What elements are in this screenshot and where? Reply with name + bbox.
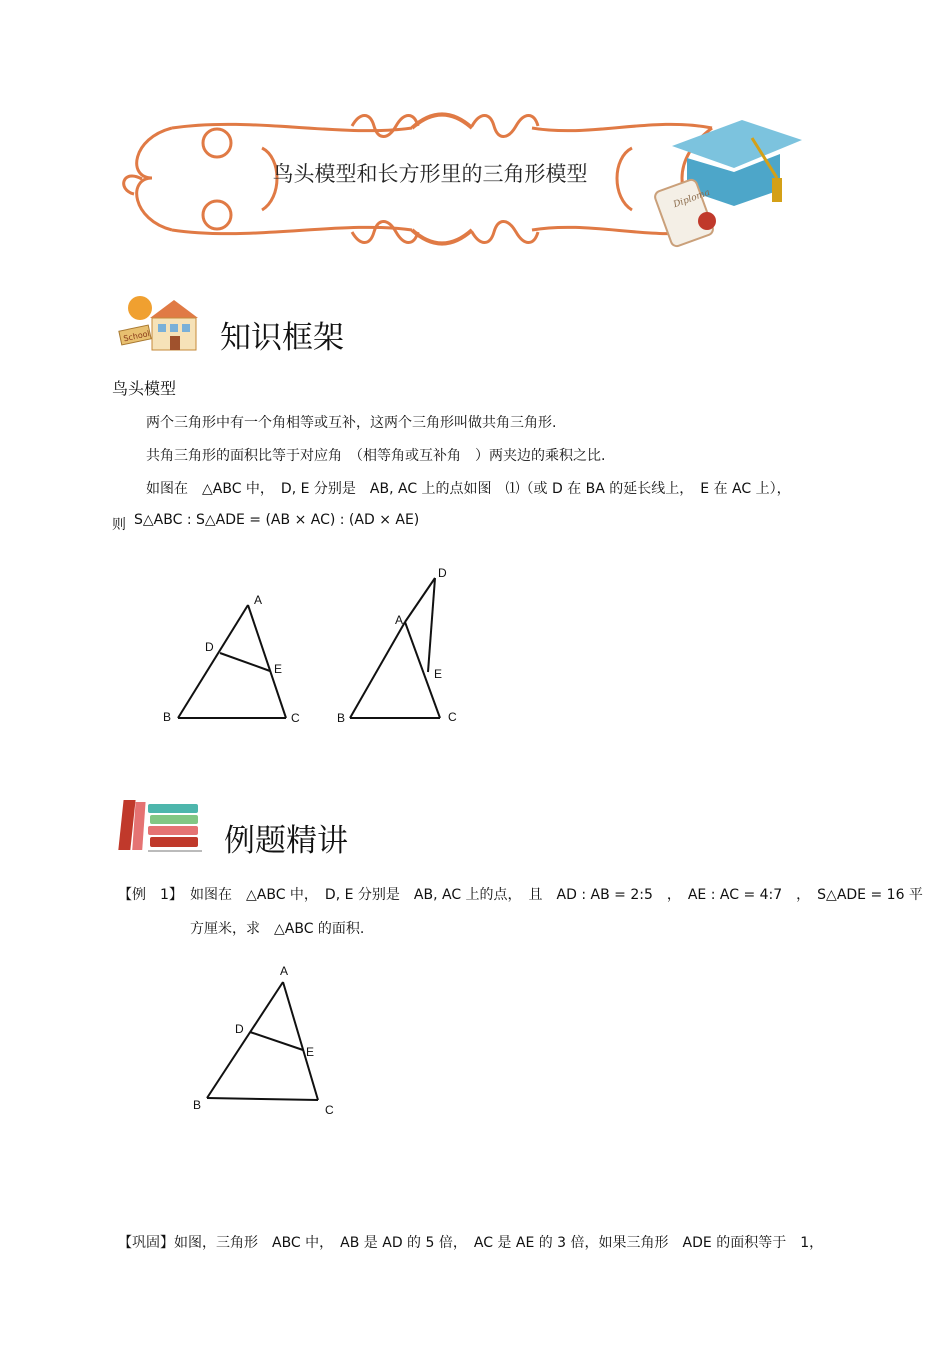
paragraph-1: 两个三角形中有一个角相等或互补，这两个三角形叫做共角三角形. [146, 415, 557, 431]
label-e: E [306, 1045, 315, 1059]
label-a: A [280, 964, 289, 978]
example-1-line-1: 如图在 △ABC 中， D, E 分别是 AB, AC 上的点， 且 AD : AB = 2:5 ， AE : AC = 4:7 ， S△ADE = 16 平 [190, 887, 923, 903]
section-heading-examples: 例题精讲 [224, 823, 348, 859]
example-1-tag: 【例 1】 [118, 887, 183, 903]
page-title: 鸟头模型和长方形里的三角形模型 [272, 162, 588, 186]
books-icon [118, 796, 204, 854]
label-b: B [163, 710, 172, 724]
label-b: B [193, 1098, 202, 1112]
label-e: E [274, 662, 283, 676]
figure-bird-head-1 [150, 585, 320, 730]
label-d: D [438, 566, 447, 580]
label-b: B [337, 711, 346, 725]
label-c: C [325, 1103, 334, 1117]
paragraph-4-prefix: 则 [112, 517, 126, 533]
paragraph-3: 如图在 △ABC 中， D, E 分别是 AB, AC 上的点如图 ⑴（或 D 在 BA 的延长线上， E 在 AC 上）， [146, 481, 791, 497]
diploma-scroll-icon [653, 178, 716, 248]
section-heading-framework: 知识框架 [220, 320, 344, 356]
label-e: E [434, 667, 443, 681]
label-c: C [448, 710, 457, 724]
label-d: D [205, 640, 214, 654]
figure-bird-head-2 [330, 560, 470, 730]
area-ratio-formula: S△ABC : S△ADE = (AB × AC) : (AD × AE) [134, 512, 420, 528]
svg-text:School: School [122, 329, 151, 344]
figure-example-1 [185, 960, 355, 1120]
subheading-bird-head: 鸟头模型 [112, 379, 177, 398]
label-c: C [291, 711, 300, 725]
paragraph-2: 共角三角形的面积比等于对应角 （相等角或互补角 ）两夹边的乘积之比. [146, 448, 606, 464]
school-house-icon [118, 292, 200, 356]
label-d: D [235, 1022, 244, 1036]
svg-text:Diploma: Diploma [672, 187, 712, 211]
label-a: A [254, 593, 263, 607]
example-1-line-2: 方厘米，求 △ABC 的面积. [190, 921, 365, 937]
label-a: A [395, 613, 404, 627]
consolidation-exercise: 【巩固】如图，三角形 ABC 中， AB 是 AD 的 5 倍， AC 是 AE 的 3 倍，如果三角形 ADE 的面积等于 1， [118, 1235, 824, 1251]
